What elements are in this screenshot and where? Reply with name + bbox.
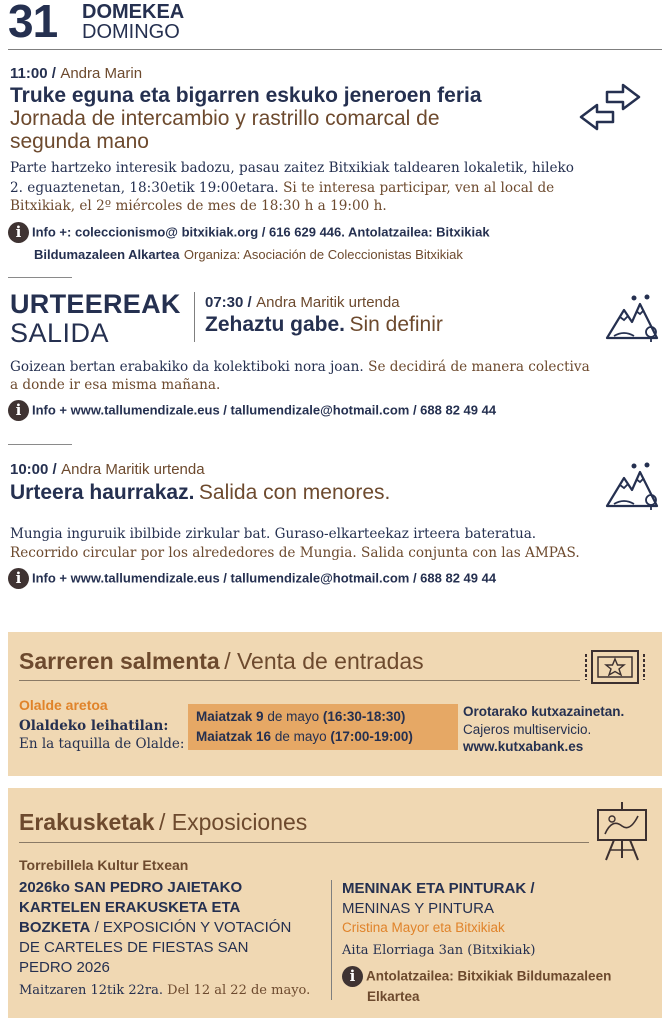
tickets-date1-spanish: de mayo <box>267 709 320 724</box>
mountain-icon <box>604 292 660 344</box>
exhibition1-dates-basque: Maitzaren 12tik 22ra. <box>19 983 164 998</box>
event2-info <box>8 400 496 421</box>
exhibition1-title-spanish-start: / EXPOSICIÓN Y VOTACIÓN <box>94 919 292 936</box>
exhibition1-title-line1: 2026ko SAN PEDRO JAIETAKO <box>19 879 243 896</box>
header-divider <box>8 49 662 50</box>
info-icon: i <box>342 966 363 987</box>
info-icon: i <box>8 400 29 421</box>
event3-info-contact: Info + www.tallumendizale.eus / tallumendizale@hotmail.com / 688 82 49 44 <box>32 570 497 586</box>
event3-info <box>8 568 496 589</box>
event3-time: 10:00 / <box>10 461 57 478</box>
outings-label-divider <box>194 292 195 342</box>
exhibitions-column-divider <box>331 880 332 1000</box>
exhibition1-title-line5: PEDRO 2026 <box>19 959 110 976</box>
event1-title-spanish-1: Jornada de intercambio y rastrillo comarcal de <box>10 107 440 130</box>
exhibitions-venue: Torrebillela Kultur Etxean <box>19 857 189 873</box>
ticket-star-icon <box>584 648 646 686</box>
event3-description-spanish: Recorrido circular por los alrededores de Mungia. Salida conjunta con las AMPAS. <box>10 545 580 561</box>
event3-time-place <box>10 461 205 479</box>
event1-place: Andra Marin <box>60 65 143 82</box>
event1-organizer-basque: Bildumazaleen Alkartea <box>34 247 180 262</box>
exhibition1-title-line4: DE CARTELES DE FIESTAS SAN <box>19 939 249 956</box>
exhibition1-title-basque-end: BOZKETA <box>19 919 91 936</box>
tickets-date2-time: (17:00-19:00) <box>330 729 413 744</box>
tickets-office-spanish: En la taquilla de Olalde: <box>19 736 185 752</box>
event1-title-spanish-2: segunda mano <box>10 130 149 153</box>
exhibition2-title-basque: MENINAK ETA PINTURAK / <box>342 880 535 897</box>
tickets-date2-spanish: de mayo <box>274 729 327 744</box>
exhibition2-organizer-line2: Elkartea <box>367 989 420 1004</box>
tickets-venue: Olalde aretoa <box>19 697 108 713</box>
exhibition1-dates <box>19 983 310 998</box>
event1-description-line2 <box>10 179 554 197</box>
exhibitions-title-basque: Erakusketak <box>19 809 155 835</box>
exhibitions-title-spanish: / Exposiciones <box>159 809 308 835</box>
exchange-arrows-icon <box>577 82 643 134</box>
exhibitions-title <box>19 809 307 836</box>
event2-time: 07:30 / <box>205 294 252 311</box>
tickets-title-underline <box>19 680 580 681</box>
tickets-date2-basque: Maiatzak 16 <box>196 729 272 744</box>
outings-label-basque: URTEEREAK <box>10 289 181 319</box>
day-name-basque: DOMEKEA <box>82 1 185 23</box>
exhibition2-organizer <box>342 966 611 987</box>
event3-place: Andra Maritik urtenda <box>61 461 205 478</box>
event1-organizer-spanish: Organiza: Asociación de Coleccionistas Bitxikiak <box>183 247 463 262</box>
tickets-office-basque: Olaldeko leihatilan: <box>19 718 169 734</box>
tickets-website-link[interactable]: www.kutxabank.es <box>463 739 584 754</box>
event2-description-spanish-1: Se decidirá de manera colectiva <box>368 359 590 375</box>
exhibition2-artists: Cristina Mayor eta Bitxikiak <box>342 920 505 935</box>
tickets-atm-spanish: Cajeros multiservicio. <box>463 722 592 737</box>
event1-info-contact: Info +: coleccionismo@ bitxikiak.org / 616 629 446. Antolatzailea: Bitxikiak <box>32 224 490 240</box>
event1-description-spanish-2: Bitxikiak, el 2º miércoles de mes de 18:30 h a 19:00 h. <box>10 198 387 214</box>
exhibition2-title-spanish: MENINAS Y PINTURA <box>342 900 494 917</box>
section-divider <box>8 277 72 278</box>
event1-time-place <box>10 65 142 83</box>
event1-info-line1 <box>8 222 490 243</box>
event2-title <box>205 313 443 337</box>
event2-info-contact: Info + www.tallumendizale.eus / tallumendizale@hotmail.com / 688 82 49 44 <box>32 402 497 418</box>
tickets-atm-basque: Orotarako kutxazainetan. <box>463 704 625 719</box>
tickets-box <box>8 632 662 776</box>
tickets-title <box>19 648 424 675</box>
mountain-icon <box>604 460 660 512</box>
tickets-date-1 <box>196 709 405 724</box>
exhibition1-dates-spanish: Del 12 al 22 de mayo. <box>167 983 311 998</box>
event3-title-spanish: Salida con menores. <box>198 481 391 504</box>
tickets-dates-panel <box>188 704 458 750</box>
event2-place: Andra Maritik urtenda <box>256 294 400 311</box>
day-number: 31 <box>8 0 58 47</box>
event3-title-basque: Urteera haurrakaz. <box>10 481 195 504</box>
easel-painting-icon <box>592 800 652 862</box>
outings-label-spanish: SALIDA <box>10 318 110 348</box>
tickets-title-basque: Sarreren salmenta <box>19 648 220 674</box>
exhibition2-address: Aita Elorriaga 3an (Bitxikiak) <box>342 943 536 958</box>
info-icon: i <box>8 568 29 589</box>
event1-description-spanish-1: Si te interesa participar, ven al local de <box>283 180 555 196</box>
tickets-date-2 <box>196 729 413 744</box>
event1-title-basque: Truke eguna eta bigarren eskuko jeneroen feria <box>10 84 482 107</box>
exhibitions-title-underline <box>19 842 589 843</box>
tickets-date1-time: (16:30-18:30) <box>322 709 406 724</box>
info-icon: i <box>8 222 29 243</box>
event1-description-basque-2: 2. eguaztenetan, 18:30etik 19:00etara. <box>10 180 279 196</box>
event2-description-line1 <box>10 358 590 376</box>
event2-title-spanish: Sin definir <box>349 313 443 336</box>
event2-title-basque: Zehaztu gabe. <box>205 313 346 336</box>
tickets-date1-basque: Maiatzak 9 <box>196 709 264 724</box>
section-divider <box>8 444 72 445</box>
exhibition1-title-line2: KARTELEN ERAKUSKETA ETA <box>19 899 241 916</box>
event1-description-basque-1: Parte hartzeko interesik badozu, pasau zaitez Bitxikiak taldearen lokaletik, hileko <box>10 160 574 176</box>
tickets-title-spanish: / Venta de entradas <box>224 648 424 674</box>
event2-description-basque: Goizean bertan erabakiko da kolektiboki nora joan. <box>10 359 364 375</box>
exhibition1-title-line3 <box>19 919 291 936</box>
exhibitions-box <box>8 788 662 1018</box>
event2-description-spanish-2: a donde ir esa misma mañana. <box>10 377 221 393</box>
day-name-spanish: DOMINGO <box>82 21 180 43</box>
exhibition2-organizer-line1: Antolatzailea: Bitxikiak Bildumazaleen <box>366 968 612 984</box>
event1-time: 11:00 / <box>10 65 56 82</box>
event2-time-place <box>205 294 400 312</box>
event3-description-basque: Mungia inguruik ibilbide zirkular bat. Guraso-elkarteekaz irteera bateratua. <box>10 526 537 542</box>
event1-info-line2 <box>34 246 463 264</box>
event3-title <box>10 481 390 505</box>
